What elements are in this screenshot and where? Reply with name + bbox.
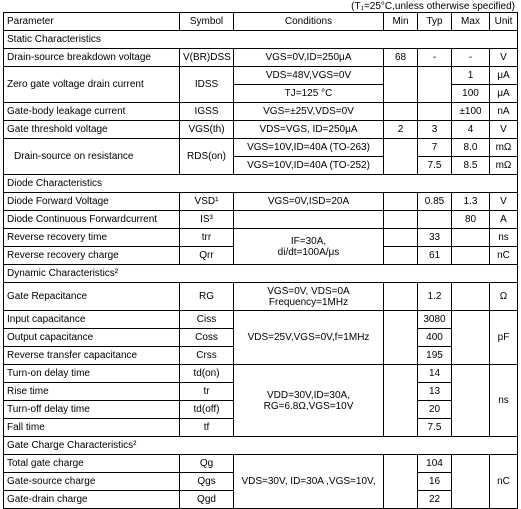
table-row	[4, 283, 518, 311]
symbol-cell: RG	[180, 283, 234, 311]
param-cell: Drain-source on resistance	[4, 139, 180, 175]
max-cell: 80	[452, 211, 490, 229]
unit-cell: pF	[490, 311, 518, 365]
symbol-cell: VSD¹	[180, 193, 234, 211]
param-cell: Zero gate voltage drain current	[4, 67, 180, 103]
conditions-note: (T₁=25°C,unless otherwise specified)	[351, 1, 515, 12]
typ-cell: 7.5	[418, 157, 452, 175]
symbol-cell: IS³	[180, 211, 234, 229]
unit-cell: ns	[490, 365, 518, 437]
symbol-cell: Qrr	[180, 247, 234, 265]
table-row	[4, 139, 518, 157]
table-row	[4, 229, 518, 247]
param-cell: Drain-source breakdown voltage	[4, 49, 180, 67]
table-row	[4, 311, 518, 329]
typ-cell: 7	[418, 139, 452, 157]
symbol-cell: VGS(th)	[180, 121, 234, 139]
param-cell: Fall time	[4, 419, 180, 437]
unit-cell: mΩ	[490, 139, 518, 157]
unit-cell: Ω	[490, 283, 518, 311]
symbol-cell: IGSS	[180, 103, 234, 121]
condition-cell: VGS=0V, VDS=0A Frequency=1MHz	[234, 283, 384, 311]
symbol-cell: IDSS	[180, 67, 234, 103]
header-min: Min	[384, 13, 418, 31]
table-row	[4, 365, 518, 383]
header-typ: Typ	[418, 13, 452, 31]
param-cell: Reverse recovery charge	[4, 247, 180, 265]
unit-cell: V	[490, 121, 518, 139]
condition-cell: VDS=VGS, ID=250μA	[234, 121, 384, 139]
symbol-cell: Qg	[180, 455, 234, 473]
typ-cell: 7.5	[418, 419, 452, 437]
max-cell: 1	[452, 67, 490, 85]
table-row	[4, 49, 518, 67]
symbol-cell: Crss	[180, 347, 234, 365]
table-row	[4, 455, 518, 473]
typ-cell: 1.2	[418, 283, 452, 311]
table-row	[4, 103, 518, 121]
typ-cell: 0.85	[418, 193, 452, 211]
min-cell: 68	[384, 49, 418, 67]
param-cell: Input capacitance	[4, 311, 180, 329]
symbol-cell: Qgd	[180, 491, 234, 509]
table-row	[4, 193, 518, 211]
typ-cell: 33	[418, 229, 452, 247]
min-cell: 2	[384, 121, 418, 139]
symbol-cell: tr	[180, 383, 234, 401]
unit-cell: nC	[490, 455, 518, 509]
header-conditions: Conditions	[234, 13, 384, 31]
condition-cell: VGS=±25V,VDS=0V	[234, 103, 384, 121]
param-cell: Turn-off delay time	[4, 401, 180, 419]
max-cell: 100	[452, 85, 490, 103]
param-cell: Turn-on delay time	[4, 365, 180, 383]
typ-cell: 22	[418, 491, 452, 509]
symbol-cell: Coss	[180, 329, 234, 347]
typ-cell: 104	[418, 455, 452, 473]
typ-cell: 400	[418, 329, 452, 347]
max-cell: 4	[452, 121, 490, 139]
unit-cell: A	[490, 211, 518, 229]
max-cell: 8.5	[452, 157, 490, 175]
symbol-cell: Ciss	[180, 311, 234, 329]
max-cell: ±100	[452, 103, 490, 121]
unit-cell: mΩ	[490, 157, 518, 175]
unit-cell: ns	[490, 229, 518, 247]
symbol-cell: trr	[180, 229, 234, 247]
unit-cell: nC	[490, 247, 518, 265]
condition-cell: VGS=0V,ID=250μA	[234, 49, 384, 67]
condition-cell: IF=30A, di/dt=100A/μs	[234, 229, 384, 265]
param-cell: Gate-source charge	[4, 473, 180, 491]
table-row	[4, 67, 518, 85]
max-cell: 1.3	[452, 193, 490, 211]
unit-cell: V	[490, 193, 518, 211]
condition-cell: TJ=125 °C	[234, 85, 384, 103]
param-cell: Gate threshold voltage	[4, 121, 180, 139]
param-cell: Gate-drain charge	[4, 491, 180, 509]
param-cell: Diode Forward Voltage	[4, 193, 180, 211]
condition-cell: VDS=25V,VGS=0V,f=1MHz	[234, 311, 384, 365]
table-row	[4, 211, 518, 229]
param-cell: Output capacitance	[4, 329, 180, 347]
symbol-cell: Qgs	[180, 473, 234, 491]
symbol-cell: RDS(on)	[180, 139, 234, 175]
param-cell: Reverse transfer capacitance	[4, 347, 180, 365]
unit-cell: μA	[490, 67, 518, 85]
symbol-cell: td(on)	[180, 365, 234, 383]
electrical-characteristics-table	[3, 12, 518, 509]
max-cell: -	[452, 49, 490, 67]
header-symbol: Symbol	[180, 13, 234, 31]
typ-cell: 16	[418, 473, 452, 491]
typ-cell: 195	[418, 347, 452, 365]
typ-cell: 3	[418, 121, 452, 139]
header-row	[4, 13, 518, 31]
max-cell: 8.0	[452, 139, 490, 157]
condition-cell: VDS=30V, ID=30A ,VGS=10V,	[234, 455, 384, 509]
symbol-cell: tf	[180, 419, 234, 437]
param-cell: Diode Continuous Forwardcurrent	[4, 211, 180, 229]
typ-cell: 14	[418, 365, 452, 383]
header-max: Max	[452, 13, 490, 31]
header-parameter: Parameter	[4, 13, 180, 31]
symbol-cell: V(BR)DSS	[180, 49, 234, 67]
condition-cell: VDD=30V,ID=30A, RG=6.8Ω,VGS=10V	[234, 365, 384, 437]
condition-cell: VGS=10V,ID=40A (TO-252)	[234, 157, 384, 175]
param-cell: Rise time	[4, 383, 180, 401]
section-gate-charge: Gate Charge Characteristics²	[4, 437, 518, 455]
condition-cell: VDS=48V,VGS=0V	[234, 67, 384, 85]
symbol-cell: td(off)	[180, 401, 234, 419]
condition-cell: VGS=10V,ID=40A (TO-263)	[234, 139, 384, 157]
unit-cell: μA	[490, 85, 518, 103]
param-cell: Gate-body leakage current	[4, 103, 180, 121]
section-diode: Diode Characteristics	[4, 175, 518, 193]
unit-cell: V	[490, 49, 518, 67]
typ-cell: -	[418, 49, 452, 67]
param-cell: Total gate charge	[4, 455, 180, 473]
typ-cell: 20	[418, 401, 452, 419]
section-static: Static Characteristics	[4, 31, 518, 49]
header-unit: Unit	[490, 13, 518, 31]
section-dynamic: Dynamic Characteristics²	[4, 265, 518, 283]
table-row	[4, 121, 518, 139]
typ-cell: 61	[418, 247, 452, 265]
unit-cell: nA	[490, 103, 518, 121]
param-cell: Reverse recovery time	[4, 229, 180, 247]
typ-cell: 3080	[418, 311, 452, 329]
param-cell: Gate Repacitance	[4, 283, 180, 311]
condition-cell: VGS=0V,ISD=20A	[234, 193, 384, 211]
typ-cell: 13	[418, 383, 452, 401]
